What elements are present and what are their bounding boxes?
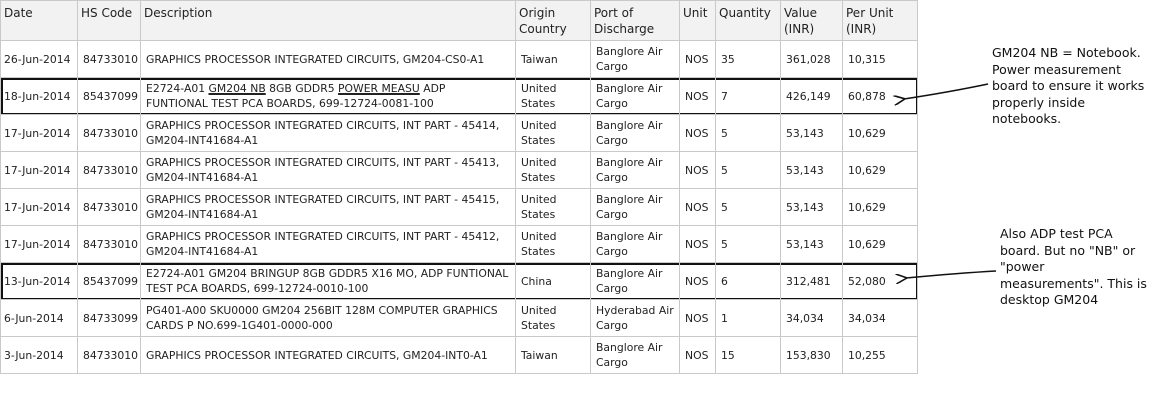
cell-per-unit: 10,315 [843,41,918,78]
description-segment: E2724-A01 GM204 BRINGUP 8GB GDDR5 X16 MO, ADP FUNTIONAL TEST PCA BOARDS, 699-12724-0010-100 [146,267,509,295]
cell-value: 34,034 [781,300,843,337]
col-header-description: Description [141,1,516,41]
cell-unit: NOS [680,226,716,263]
cell-hs-code: 84733010 [78,337,141,374]
cell-per-unit: 10,629 [843,189,918,226]
cell-quantity: 5 [716,152,781,189]
cell-hs-code: 85437099 [78,263,141,300]
cell-origin-country: United States [516,115,591,152]
cell-port-of-discharge: Banglore Air Cargo [591,152,680,189]
arrow-to-notebook-row [904,84,988,99]
col-header-per-unit: Per Unit (INR) [843,1,918,41]
cell-value: 53,143 [781,226,843,263]
cell-origin-country: United States [516,152,591,189]
cell-date: 17-Jun-2014 [1,189,78,226]
cell-date: 17-Jun-2014 [1,115,78,152]
cell-date: 6-Jun-2014 [1,300,78,337]
cell-unit: NOS [680,41,716,78]
description-segment: POWER MEASU [338,82,420,95]
cell-origin-country: United States [516,78,591,115]
cell-value: 53,143 [781,115,843,152]
annotation-notebook: GM204 NB = Notebook. Power measurement board to ensure it works properly inside notebooks. [992,45,1145,126]
cell-hs-code: 84733010 [78,115,141,152]
cell-date: 17-Jun-2014 [1,152,78,189]
description-segment: GM204 NB [208,82,266,95]
cell-quantity: 7 [716,78,781,115]
cell-origin-country: Taiwan [516,337,591,374]
cell-value: 53,143 [781,152,843,189]
col-header-value: Value (INR) [781,1,843,41]
cell-quantity: 5 [716,226,781,263]
cell-date: 18-Jun-2014 [1,78,78,115]
col-header-unit: Unit [680,1,716,41]
cell-origin-country: Taiwan [516,41,591,78]
cell-value: 361,028 [781,41,843,78]
col-header-hs-code: HS Code [78,1,141,41]
cell-value: 153,830 [781,337,843,374]
cell-origin-country: United States [516,226,591,263]
col-header-origin-country: Origin Country [516,1,591,41]
cell-hs-code: 85437099 [78,78,141,115]
cell-unit: NOS [680,152,716,189]
cell-quantity: 6 [716,263,781,300]
cell-per-unit: 10,629 [843,152,918,189]
cell-quantity: 5 [716,189,781,226]
cell-unit: NOS [680,189,716,226]
cell-quantity: 5 [716,115,781,152]
cell-per-unit: 10,629 [843,226,918,263]
cell-port-of-discharge: Banglore Air Cargo [591,189,680,226]
cell-quantity: 1 [716,300,781,337]
cell-hs-code: 84733010 [78,226,141,263]
cell-port-of-discharge: Banglore Air Cargo [591,41,680,78]
cell-unit: NOS [680,78,716,115]
description-segment: E2724-A01 [146,82,209,95]
cell-hs-code: 84733010 [78,189,141,226]
col-header-quantity: Quantity [716,1,781,41]
arrow-to-desktop-row [906,271,996,278]
cell-quantity: 15 [716,337,781,374]
cell-port-of-discharge: Banglore Air Cargo [591,263,680,300]
cell-value: 426,149 [781,78,843,115]
cell-hs-code: 84733010 [78,41,141,78]
cell-port-of-discharge: Banglore Air Cargo [591,115,680,152]
description-segment: GRAPHICS PROCESSOR INTEGRATED CIRCUITS, INT PART - 45413, GM204-INT41684-A1 [146,156,500,184]
cell-origin-country: United States [516,300,591,337]
description-segment: GRAPHICS PROCESSOR INTEGRATED CIRCUITS, GM204-INT0-A1 [146,348,488,362]
cell-unit: NOS [680,115,716,152]
col-header-date: Date [1,1,78,41]
cell-value: 53,143 [781,189,843,226]
cell-per-unit: 34,034 [843,300,918,337]
cell-port-of-discharge: Banglore Air Cargo [591,337,680,374]
col-header-port-of-discharge: Port of Discharge [591,1,680,41]
description-segment: PG401-A00 SKU0000 GM204 256BIT 128M COMPUTER GRAPHICS CARDS P NO.699-1G401-0000-000 [146,304,498,332]
cell-date: 3-Jun-2014 [1,337,78,374]
cell-per-unit: 60,878 [843,78,918,115]
cell-per-unit: 10,255 [843,337,918,374]
cell-origin-country: United States [516,189,591,226]
cell-port-of-discharge: Hyderabad Air Cargo [591,300,680,337]
cell-date: 13-Jun-2014 [1,263,78,300]
description-segment: GRAPHICS PROCESSOR INTEGRATED CIRCUITS, INT PART - 45412, GM204-INT41684-A1 [146,230,500,258]
cell-quantity: 35 [716,41,781,78]
cell-unit: NOS [680,337,716,374]
cell-hs-code: 84733099 [78,300,141,337]
cell-date: 26-Jun-2014 [1,41,78,78]
cell-date: 17-Jun-2014 [1,226,78,263]
description-segment: GRAPHICS PROCESSOR INTEGRATED CIRCUITS, GM204-CS0-A1 [146,52,485,66]
description-segment: 8GB GDDR5 [265,82,339,95]
cell-port-of-discharge: Banglore Air Cargo [591,226,680,263]
description-segment: GRAPHICS PROCESSOR INTEGRATED CIRCUITS, INT PART - 45414, GM204-INT41684-A1 [146,119,500,147]
cell-unit: NOS [680,300,716,337]
annotation-desktop: Also ADP test PCA board. But no "NB" or "power measurements". This is desktop GM204 [1000,226,1147,307]
description-segment: GRAPHICS PROCESSOR INTEGRATED CIRCUITS, INT PART - 45415, GM204-INT41684-A1 [146,193,500,221]
cell-port-of-discharge: Banglore Air Cargo [591,78,680,115]
cell-per-unit: 52,080 [843,263,918,300]
cell-origin-country: China [516,263,591,300]
cell-per-unit: 10,629 [843,115,918,152]
description-segment: ADP FUNTIONAL TEST PCA BOARDS, 699-12724-0081-100 [146,82,446,110]
cell-hs-code: 84733010 [78,152,141,189]
cell-unit: NOS [680,263,716,300]
cell-value: 312,481 [781,263,843,300]
